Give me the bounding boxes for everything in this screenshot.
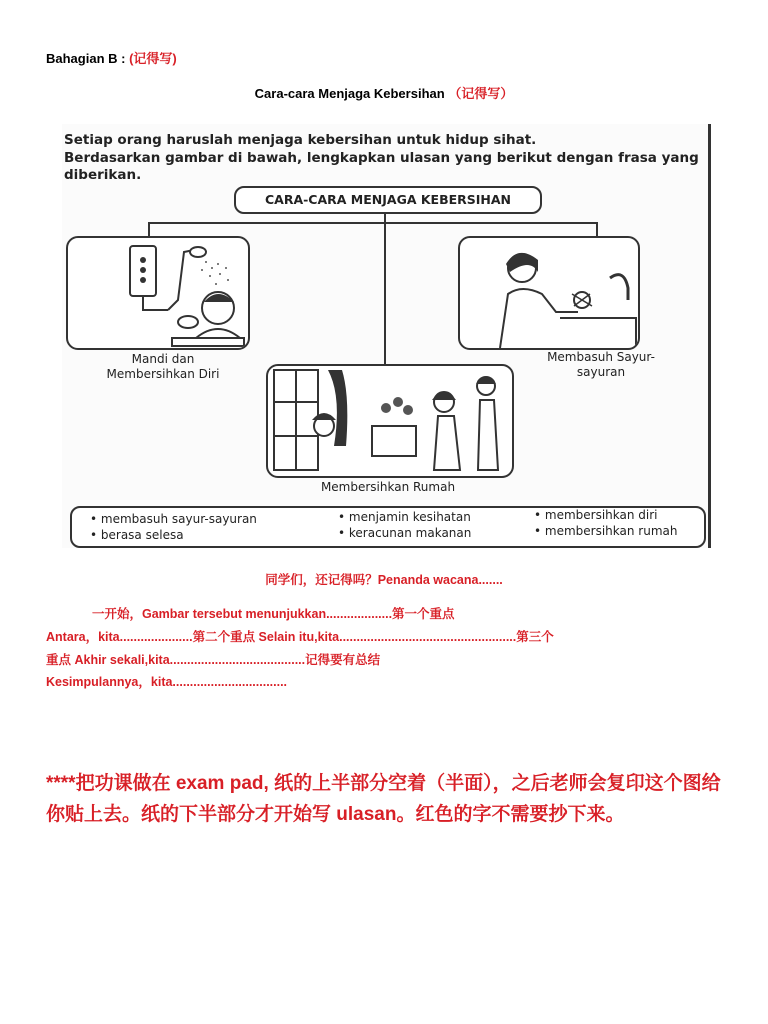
- section-note: (记得写): [129, 51, 177, 66]
- connector-left: [148, 222, 150, 236]
- panel-washing-vegetables: [458, 236, 640, 350]
- phrase-item: • membasuh sayur-sayuran: [90, 512, 257, 526]
- guide-line-1: 一开始，Gambar tersebut menunjukkan...................第一个重点: [92, 607, 455, 621]
- guide-line-2: Antara，kita.....................第二个重点 Selain itu,kita...................................................第三个: [46, 630, 554, 644]
- instruction-line-1: Setiap orang haruslah menjaga kebersihan untuk hidup sihat.: [64, 132, 537, 148]
- diagram-main-title: CARA-CARA MENJAGA KEBERSIHAN: [234, 186, 542, 214]
- section-heading: [46, 48, 177, 67]
- phrase-item: • keracunan makanan: [338, 526, 472, 540]
- caption-bathing: Mandi dan Membersihkan Diri: [106, 352, 220, 381]
- phrase-item: • membersihkan rumah: [534, 524, 678, 538]
- connector-center: [384, 212, 386, 364]
- title-text: Cara-cara Menjaga Kebersihan: [254, 86, 445, 101]
- connector-horizontal: [148, 222, 598, 224]
- caption-cleaning-house: Membersihkan Rumah: [320, 480, 456, 494]
- caption-washing-vegetables: Membasuh Sayur- sayuran: [547, 350, 655, 379]
- washing-illustration: [460, 238, 638, 348]
- phrase-item: • berasa selesa: [90, 528, 184, 542]
- connector-right: [596, 222, 598, 236]
- phrase-item: • menjamin kesihatan: [338, 510, 471, 524]
- guide-line-3: 重点 Akhir sekali,kita.......................................记得要有总结: [46, 653, 381, 667]
- phrase-box: [70, 506, 706, 548]
- title-note: （记得写）: [448, 86, 514, 101]
- worksheet-figure: [62, 124, 711, 548]
- panel-bathing: [66, 236, 250, 350]
- homework-note: ****把功课做在 exam pad, 纸的上半部分空着（半面），之后老师会复印这个图给你贴上去。纸的下半部分才开始写 ulasan。红色的字不需要抄下来。: [46, 773, 721, 825]
- guide-line-4: Kesimpulannya，kita.................................: [46, 675, 288, 689]
- bathing-illustration: [68, 238, 248, 348]
- section-label: Bahagian B :: [46, 51, 126, 66]
- instruction-line-3: diberikan.: [64, 167, 142, 183]
- panel-cleaning-house: [266, 364, 514, 478]
- page-title: [0, 83, 768, 102]
- instruction-line-2: Berdasarkan gambar di bawah, lengkapkan ulasan yang berikut dengan frasa yang: [64, 150, 699, 166]
- cleaning-illustration: [268, 366, 512, 476]
- recall-reminder: 同学们，还记得吗？Penanda wacana.......: [265, 573, 503, 587]
- phrase-item: • membersihkan diri: [534, 508, 658, 522]
